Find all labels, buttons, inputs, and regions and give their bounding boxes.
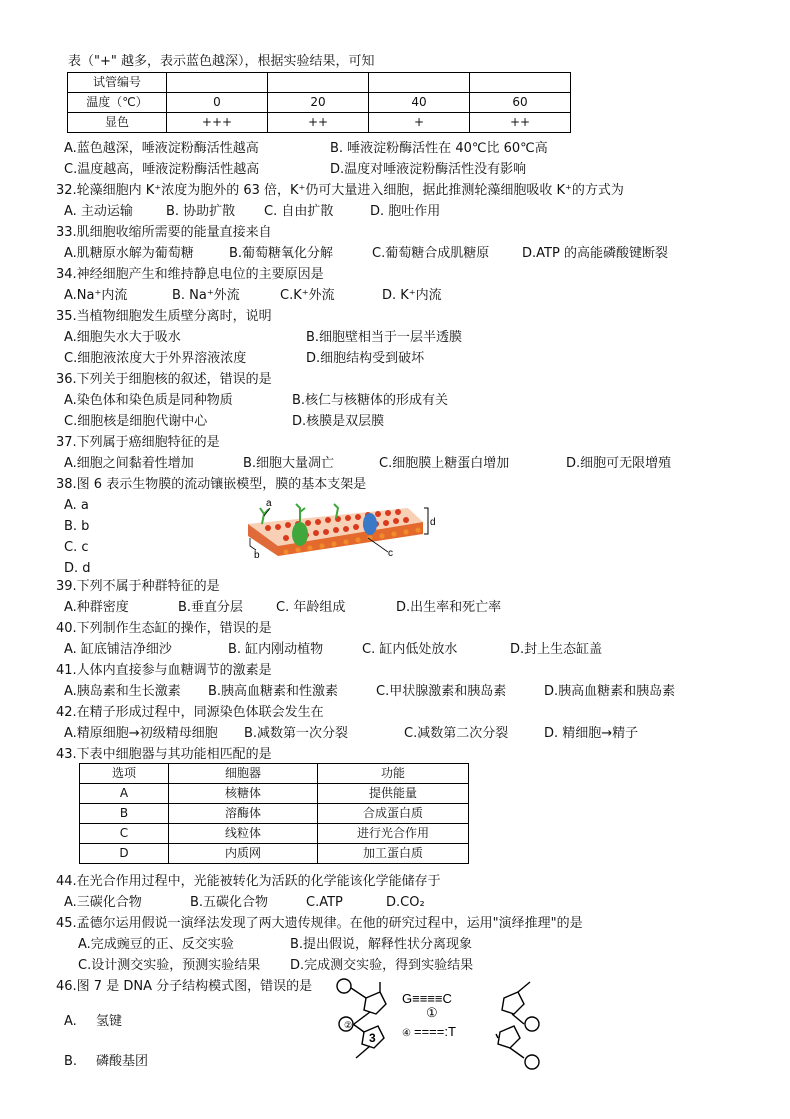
table-cell: [369, 73, 470, 93]
fig7-label-2: ②: [344, 1020, 353, 1030]
table-cell: B: [80, 804, 169, 824]
membrane-model-figure: [238, 494, 442, 566]
table-cell: 进行光合作用: [318, 824, 469, 844]
q44-option-b: B.五碳化合物: [190, 895, 269, 910]
q39-stem: 39.下列不属于种群特征的是: [56, 579, 220, 594]
q40-option-c: C. 缸内低处放水: [362, 642, 458, 657]
table-row: [68, 73, 571, 93]
table-cell: 溶酶体: [169, 804, 318, 824]
q45-option-c: C.设计测交实验，预测实验结果: [78, 958, 261, 973]
q37-stem: 37.下列属于癌细胞特征的是: [56, 435, 220, 450]
q45-option-d: D.完成测交实验，得到实验结果: [290, 958, 474, 973]
q33-option-b: B.葡萄糖氧化分解: [229, 246, 334, 261]
q35-option-b: B.细胞壁相当于一层半透膜: [306, 330, 463, 345]
q31-option-d: D.温度对唾液淀粉酶活性没有影响: [330, 162, 527, 177]
table-cell: 加工蛋白质: [318, 844, 469, 864]
q42-stem: 42.在精子形成过程中，同源染色体联会发生在: [56, 705, 324, 720]
q40-stem: 40.下列制作生态缸的操作，错误的是: [56, 621, 272, 636]
table-row: [80, 804, 469, 824]
table-cell: 显色: [68, 113, 167, 133]
q41-option-b: B.胰高血糖素和性激素: [208, 684, 339, 699]
fig6-label-a: a: [266, 498, 272, 509]
phosphate-icon: [337, 979, 351, 993]
q34-option-c: C.K⁺外流: [280, 288, 335, 303]
q37-option-b: B.细胞大量凋亡: [243, 456, 335, 471]
q41-option-d: D.胰高血糖素和胰岛素: [544, 684, 676, 699]
q46-stem: 46.图 7 是 DNA 分子结构模式图，错误的是: [56, 979, 313, 994]
q36-option-a: A.染色体和染色质是同种物质: [64, 393, 233, 408]
fig6-label-b: b: [254, 550, 260, 561]
q32-stem: 32.轮藻细胞内 K⁺浓度为胞外的 63 倍，K⁺仍可大量进入细胞，据此推测轮藻细胞吸收 K⁺的方式为: [56, 183, 624, 198]
table-cell: 内质网: [169, 844, 318, 864]
table-cell: 选项: [80, 764, 169, 784]
table-cell: 功能: [318, 764, 469, 784]
q33-option-d: D.ATP 的高能磷酸键断裂: [522, 246, 668, 261]
q46-option-b-letter: B.: [64, 1054, 78, 1069]
q35-option-a: A.细胞失水大于吸水: [64, 330, 181, 345]
q46-option-a-letter: A.: [64, 1014, 77, 1029]
table-cell: [268, 73, 369, 93]
q36-stem: 36.下列关于细胞核的叙述，错误的是: [56, 372, 272, 387]
q37-option-a: A.细胞之间黏着性增加: [64, 456, 194, 471]
q37-option-d: D.细胞可无限增殖: [566, 456, 672, 471]
q45-stem: 45.孟德尔运用假说一演绎法发现了两大遗传规律。在他的研究过程中，运用"演绎推理"的是: [56, 916, 583, 931]
q35-stem: 35.当植物细胞发生质壁分离时，说明: [56, 309, 272, 324]
phosphate-icon: [525, 1017, 539, 1031]
table-cell: 线粒体: [169, 824, 318, 844]
q41-option-a: A.胰岛素和生长激素: [64, 684, 181, 699]
table-row: [68, 113, 571, 133]
q33-option-a: A.肌糖原水解为葡萄糖: [64, 246, 194, 261]
q34-option-d: D. K⁺内流: [382, 288, 442, 303]
experiment-table: [67, 72, 571, 133]
at-base-pair: ====:T: [414, 1024, 456, 1039]
q42-option-c: C.减数第二次分裂: [404, 726, 509, 741]
q45-option-b: B.提出假说，解释性状分离现象: [290, 937, 473, 952]
q36-option-b: B.核仁与核糖体的形成有关: [292, 393, 449, 408]
q38-option-a: A. a: [64, 498, 89, 513]
q34-option-b: B. Na⁺外流: [172, 288, 240, 303]
phosphate-icon: [525, 1055, 539, 1069]
q36-option-c: C.细胞核是细胞代谢中心: [64, 414, 208, 429]
q43-stem: 43.下表中细胞器与其功能相匹配的是: [56, 747, 272, 762]
q34-stem: 34.神经细胞产生和维持静息电位的主要原因是: [56, 267, 324, 282]
q38-stem: 38.图 6 表示生物膜的流动镶嵌模型，膜的基本支架是: [56, 477, 367, 492]
table-row: [80, 764, 469, 784]
table-cell: 试管编号: [68, 73, 167, 93]
table-cell: 0: [167, 93, 268, 113]
table-caption: 表（"+" 越多，表示蓝色越深），根据实验结果，可知: [68, 54, 375, 69]
q44-option-a: A.三碳化合物: [64, 895, 142, 910]
q35-option-c: C.细胞液浓度大于外界溶液浓度: [64, 351, 247, 366]
q41-stem: 41.人体内直接参与血糖调节的激素是: [56, 663, 272, 678]
table-cell: D: [80, 844, 169, 864]
q37-option-c: C.细胞膜上糖蛋白增加: [379, 456, 510, 471]
q39-option-c: C. 年龄组成: [276, 600, 346, 615]
table-cell: ++: [470, 113, 571, 133]
q39-option-d: D.出生率和死亡率: [396, 600, 502, 615]
fig7-label-1: ①: [426, 1005, 438, 1020]
q38-option-d: D. d: [64, 561, 91, 576]
q39-option-b: B.垂直分层: [178, 600, 244, 615]
q32-option-d: D. 胞吐作用: [370, 204, 441, 219]
q38-option-b: B. b: [64, 519, 90, 534]
q44-option-c: C.ATP: [306, 895, 343, 910]
q32-option-a: A. 主动运输: [64, 204, 133, 219]
fig7-label-3: 3: [369, 1031, 376, 1045]
table-cell: [470, 73, 571, 93]
q34-option-a: A.Na⁺内流: [64, 288, 128, 303]
q44-option-d: D.CO₂: [386, 895, 425, 910]
dna-structure-figure: [334, 976, 552, 1072]
table-cell: 60: [470, 93, 571, 113]
table-cell: 合成蛋白质: [318, 804, 469, 824]
q31-option-b: B. 唾液淀粉酶活性在 40℃比 60℃高: [330, 141, 548, 156]
table-cell: 温度（℃）: [68, 93, 167, 113]
q33-stem: 33.肌细胞收缩所需要的能量直接来自: [56, 225, 272, 240]
q41-option-c: C.甲状腺激素和胰岛素: [376, 684, 507, 699]
q44-stem: 44.在光合作用过程中，光能被转化为活跃的化学能该化学能储存于: [56, 874, 441, 889]
q31-option-a: A.蓝色越深，唾液淀粉酶活性越高: [64, 141, 259, 156]
table-cell: A: [80, 784, 169, 804]
table-cell: ++: [268, 113, 369, 133]
q45-option-a: A.完成豌豆的正、反交实验: [78, 937, 234, 952]
q35-option-d: D.细胞结构受到破坏: [306, 351, 425, 366]
q39-option-a: A.种群密度: [64, 600, 129, 615]
table-cell: 提供能量: [318, 784, 469, 804]
table-cell: 核糖体: [169, 784, 318, 804]
table-cell: 细胞器: [169, 764, 318, 784]
table-cell: +: [369, 113, 470, 133]
q42-option-a: A.精原细胞→初级精母细胞: [64, 726, 218, 741]
table-cell: +++: [167, 113, 268, 133]
q46-option-b-text: 磷酸基团: [96, 1054, 149, 1069]
q42-option-b: B.减数第一次分裂: [244, 726, 349, 741]
fig6-label-d: d: [430, 517, 436, 528]
table-cell: [167, 73, 268, 93]
table-row: [80, 784, 469, 804]
table-row: [80, 824, 469, 844]
table-cell: 20: [268, 93, 369, 113]
q42-option-d: D. 精细胞→精子: [544, 726, 639, 741]
q32-option-c: C. 自由扩散: [264, 204, 334, 219]
q32-option-b: B. 协助扩散: [166, 204, 236, 219]
q46-option-a-text: 氢键: [96, 1014, 123, 1029]
fig7-label-4: ④: [402, 1028, 411, 1039]
fig6-label-c: c: [388, 548, 393, 559]
table-row: [80, 844, 469, 864]
table-row: [68, 93, 571, 113]
q36-option-d: D.核膜是双层膜: [292, 414, 385, 429]
q38-option-c: C. c: [64, 540, 89, 555]
organelle-table: [79, 763, 469, 864]
q33-option-c: C.葡萄糖合成肌糖原: [372, 246, 490, 261]
q31-option-c: C.温度越高，唾液淀粉酶活性越高: [64, 162, 260, 177]
gc-base-pair: G≡≡≡≡C: [402, 991, 452, 1006]
q40-option-a: A. 缸底铺洁净细沙: [64, 642, 172, 657]
q40-option-b: B. 缸内刚动植物: [228, 642, 324, 657]
table-cell: C: [80, 824, 169, 844]
q40-option-d: D.封上生态缸盖: [510, 642, 603, 657]
table-cell: 40: [369, 93, 470, 113]
